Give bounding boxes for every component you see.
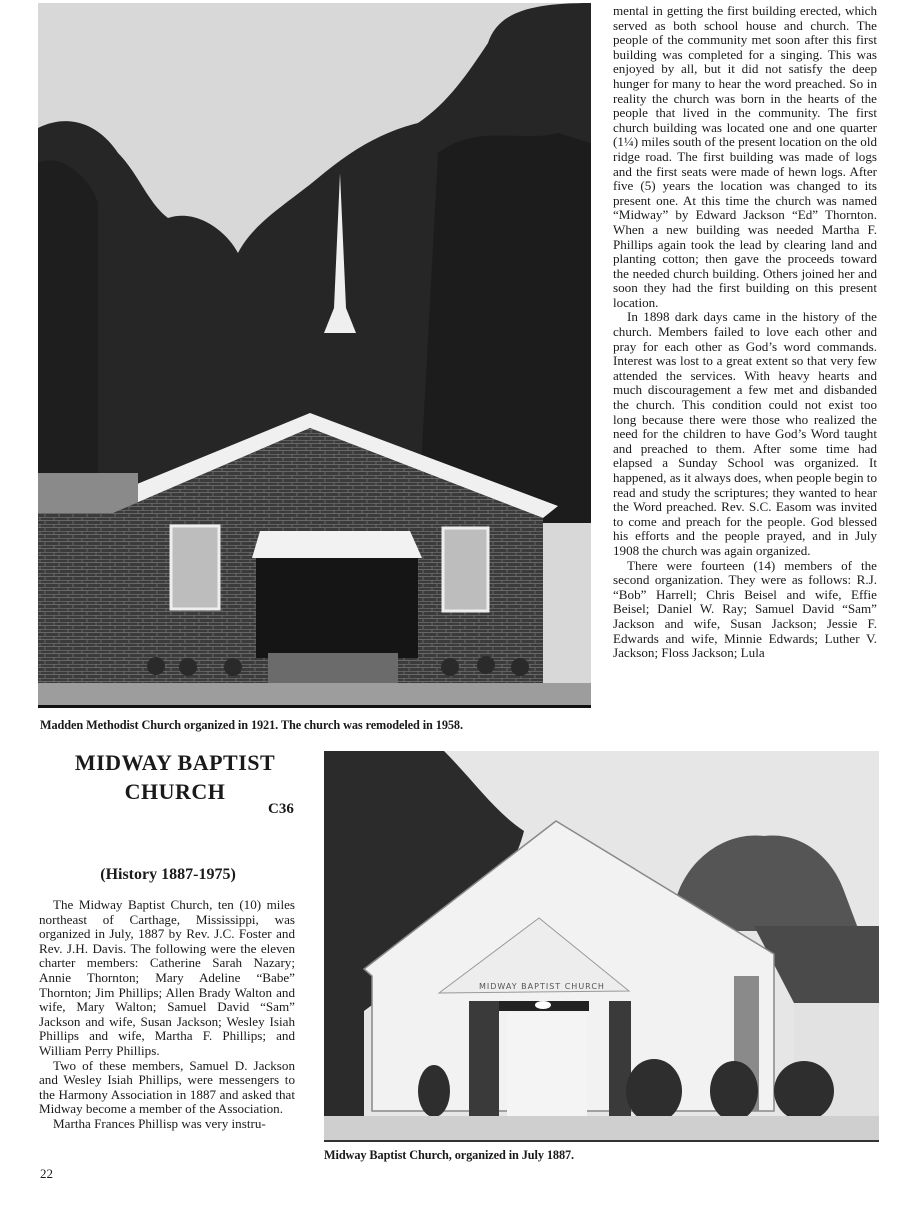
page-number: 22 [40,1166,53,1181]
front-steps [268,653,398,683]
article-code: C36 [268,801,294,817]
church-building-photo [324,751,879,1140]
photo-caption-bottom: Midway Baptist Church, organized in July 1887. [324,1148,575,1162]
photo-midway-baptist-church [324,751,879,1142]
paragraph: The Midway Baptist Church, ten (10) miles northeast of Carthage, Mississippi, was organized in July, 1887 by Rev. J.C. Foster and Rev. J.H. Davis. The following were the eleven charter members: Catherine Sarah Nazary; Annie Thornton; Mary Adeline “Babe” Thornton; Jim Phillips; Allen Brady Walton and wife, Mary Walton; Samuel David “Sam” Jackson and wife, Susan Jackson; Wesley Isiah Phillips and wife, Martha F. Phillips; and William Perry Phillips. [39,897,295,1058]
article-title-line: MIDWAY BAPTIST [74,750,276,775]
article-subtitle: (History 1887-1975) [100,866,236,883]
article-title [40,748,310,806]
paragraph: Two of these members, Samuel D. Jackson and Wesley Isiah Phillips, were messengers to the Harmony Association in 1887 and asked that Midway become a member of the Association. [39,1057,295,1117]
photo-madden-methodist-church [38,3,591,708]
entry-awning [252,531,422,558]
paragraph: In 1898 dark days came in the history of the church. Members failed to love each other and pray for each other as God’s word commands. Interest was lost to a great extent so that very few attended the services. With heavy hearts and much discouragement a few met and disbanded the church. This condition could not exist too long because there were those who realized the need for the children to have God’s Word taught and preached to them. After some time had elapsed a Sunday School was organized. It happened, as it always does, when people begin to read and study the scriptures; they wanted to hear the Word preached. Rev. S.C. Easom was invited to come and preach for the people. God blessed his efforts and the people prayed, and in July 1908 the church was again organized. [613,309,877,558]
entry-doorway [256,558,418,658]
church-sign: MIDWAY BAPTIST CHURCH [479,982,605,991]
right-text-column [613,4,877,661]
church-steeple-photo [38,3,591,705]
lawn [38,683,591,705]
article-title-line: CHURCH [124,779,226,804]
brick-pillar-right [609,1001,631,1126]
stained-glass-window-left [171,526,219,609]
paragraph: mental in getting the first building erected, which served as both school house and church. The people of the community met soon after this first building was completed for a singing. This was enjoyed by all, but it did not satisfy the deep hunger for many to hear the word preached. So in reality the church was born in the hearts of the people that lived in the community. The first church building was located one and one quarter (1¼) miles south of the present location on the old ridge road. The first building was made of logs and the first seats were made of hewn logs. After five (5) years the location was changed to its present one. At this time the church was named “Midway” by Edward Jackson “Ed” Thornton. When a new building was needed Martha F. Phillips again took the lead by clearing land and planting cotton; then gave the proceeds toward the needed church building. Others joined her and soon they had the first building on this present location. [613,3,878,310]
photo-caption-top: Madden Methodist Church organized in 1921. The church was remodeled in 1958. [40,718,463,732]
paragraph: Martha Frances Phillisp was very instru- [53,1115,266,1131]
paragraph: There were fourteen (14) members of the second organization. They were as follows: R.J. “Bob” Harrell; Chris Beisel and wife, Effie Beisel; Daniel W. Ray; Samuel David “Sam” Jackson and wife, Susan Jackson; Jessie F. Edwards and wife, Minnie Edwards; Luther V. Jackson; Floss Jackson; Lula [613,557,877,661]
entry-doors [507,1013,587,1126]
lawn [324,1116,879,1140]
stained-glass-window-right [443,528,488,611]
brick-pillar-left [469,1001,499,1126]
left-text-column [39,898,295,1132]
